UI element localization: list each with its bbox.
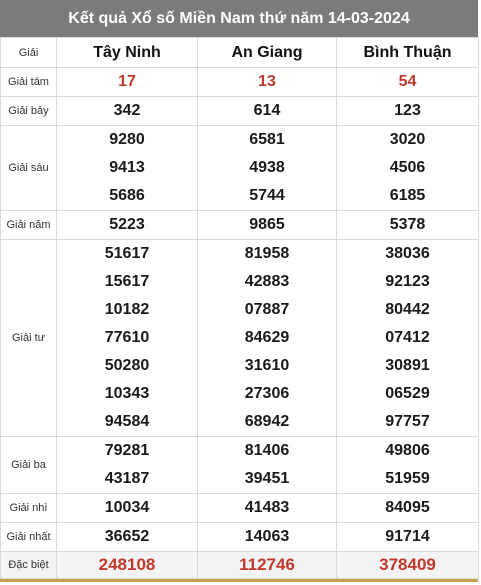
prize-number: 50280 [104, 357, 150, 374]
prize-cell [198, 437, 337, 494]
prize-cell [337, 126, 479, 211]
prize-cell [198, 552, 337, 579]
prize-number: 36652 [104, 528, 150, 545]
prize-name: Giải nhì [1, 494, 57, 523]
prize-name: Giải tám [1, 68, 57, 97]
prize-number: 94584 [104, 413, 150, 430]
results-table [0, 37, 479, 579]
prize-cell [198, 523, 337, 552]
prize-cell [198, 494, 337, 523]
prize-cell [198, 240, 337, 437]
prize-name: Giải nhất [1, 523, 57, 552]
prize-number: 07412 [385, 329, 430, 346]
page-title: Kết quả Xổ số Miền Nam thứ năm 14-03-2024 [0, 0, 478, 37]
prize-cell [57, 211, 198, 240]
prize-number: 42883 [244, 273, 290, 290]
bottom-accent-bar [0, 579, 478, 582]
prize-number: 81958 [244, 245, 290, 262]
special-prize-row [1, 552, 479, 579]
prize-name: Giải tư [1, 240, 57, 437]
prize-cell [57, 437, 198, 494]
prize-number: 39451 [244, 470, 290, 487]
prize-name: Giải ba [1, 437, 57, 494]
prize-number: 4506 [389, 159, 426, 176]
prize-cell [198, 126, 337, 211]
prize-cell [198, 97, 337, 126]
prize-number: 9865 [249, 216, 285, 233]
prize-number: 5686 [109, 187, 145, 204]
prize-number: 3020 [389, 131, 426, 148]
prize-cell [337, 211, 479, 240]
prize-number: 77610 [104, 329, 150, 346]
prize-number: 6581 [249, 131, 285, 148]
prize-cell [337, 523, 479, 552]
prize-name: Giải sáu [1, 126, 57, 211]
prize-number: 9413 [109, 159, 145, 176]
prize-number: 123 [394, 102, 421, 119]
prize-cell [57, 97, 198, 126]
prize-cell [57, 494, 198, 523]
prize-number: 68942 [244, 413, 290, 430]
prize-row [1, 68, 479, 97]
prize-number: 5223 [109, 216, 145, 233]
prize-number: 06529 [385, 385, 430, 402]
prize-number: 07887 [244, 301, 290, 318]
prize-cell [337, 494, 479, 523]
prize-number: 6185 [389, 187, 426, 204]
prize-number: 38036 [385, 245, 430, 262]
prize-name: Đặc biệt [1, 552, 57, 579]
prize-number: 10034 [104, 499, 150, 516]
prize-number: 43187 [104, 470, 150, 487]
special-number: 248108 [98, 555, 156, 574]
prize-name: Giải bảy [1, 97, 57, 126]
prize-number: 54 [398, 73, 417, 90]
prize-cell [57, 523, 198, 552]
prize-number: 97757 [385, 413, 430, 430]
prize-number: 51959 [385, 470, 430, 487]
prize-number: 92123 [385, 273, 430, 290]
prize-number: 80442 [385, 301, 430, 318]
prize-number: 41483 [244, 499, 290, 516]
prize-number: 10182 [104, 301, 150, 318]
province-header: Bình Thuận [337, 38, 479, 68]
prize-number: 31610 [244, 357, 290, 374]
prize-column-header: Giải [1, 38, 57, 68]
prize-number: 14063 [244, 528, 290, 545]
prize-number: 51617 [104, 245, 150, 262]
prize-cell [337, 552, 479, 579]
prize-number: 5744 [249, 187, 285, 204]
prize-name: Giải năm [1, 211, 57, 240]
prize-number: 91714 [385, 528, 430, 545]
prize-row [1, 211, 479, 240]
prize-number: 84095 [385, 499, 430, 516]
prize-number: 49806 [385, 442, 430, 459]
prize-row [1, 240, 479, 437]
prize-number: 79281 [104, 442, 150, 459]
header-row [1, 38, 479, 68]
prize-number: 4938 [249, 159, 285, 176]
prize-number: 15617 [104, 273, 150, 290]
prize-row [1, 126, 479, 211]
prize-number: 30891 [385, 357, 430, 374]
prize-number: 17 [118, 73, 136, 90]
prize-number: 10343 [104, 385, 150, 402]
prize-number: 614 [253, 102, 281, 119]
prize-cell [337, 97, 479, 126]
special-number: 112746 [239, 555, 295, 574]
prize-number: 5378 [389, 216, 426, 233]
prize-number: 27306 [244, 385, 290, 402]
prize-number: 84629 [244, 329, 290, 346]
prize-row [1, 97, 479, 126]
prize-cell [337, 68, 479, 97]
prize-cell [337, 437, 479, 494]
prize-number: 13 [258, 73, 276, 90]
prize-row [1, 437, 479, 494]
prize-cell [57, 552, 198, 579]
prize-cell [198, 211, 337, 240]
prize-number: 9280 [109, 131, 145, 148]
special-number: 378409 [379, 555, 436, 574]
prize-cell [57, 126, 198, 211]
prize-number: 342 [113, 102, 141, 119]
prize-row [1, 523, 479, 552]
prize-cell [57, 68, 198, 97]
prize-cell [57, 240, 198, 437]
prize-row [1, 494, 479, 523]
prize-cell [198, 68, 337, 97]
province-header: Tây Ninh [57, 38, 198, 68]
province-header: An Giang [198, 38, 337, 68]
prize-cell [337, 240, 479, 437]
prize-number: 81406 [244, 442, 290, 459]
